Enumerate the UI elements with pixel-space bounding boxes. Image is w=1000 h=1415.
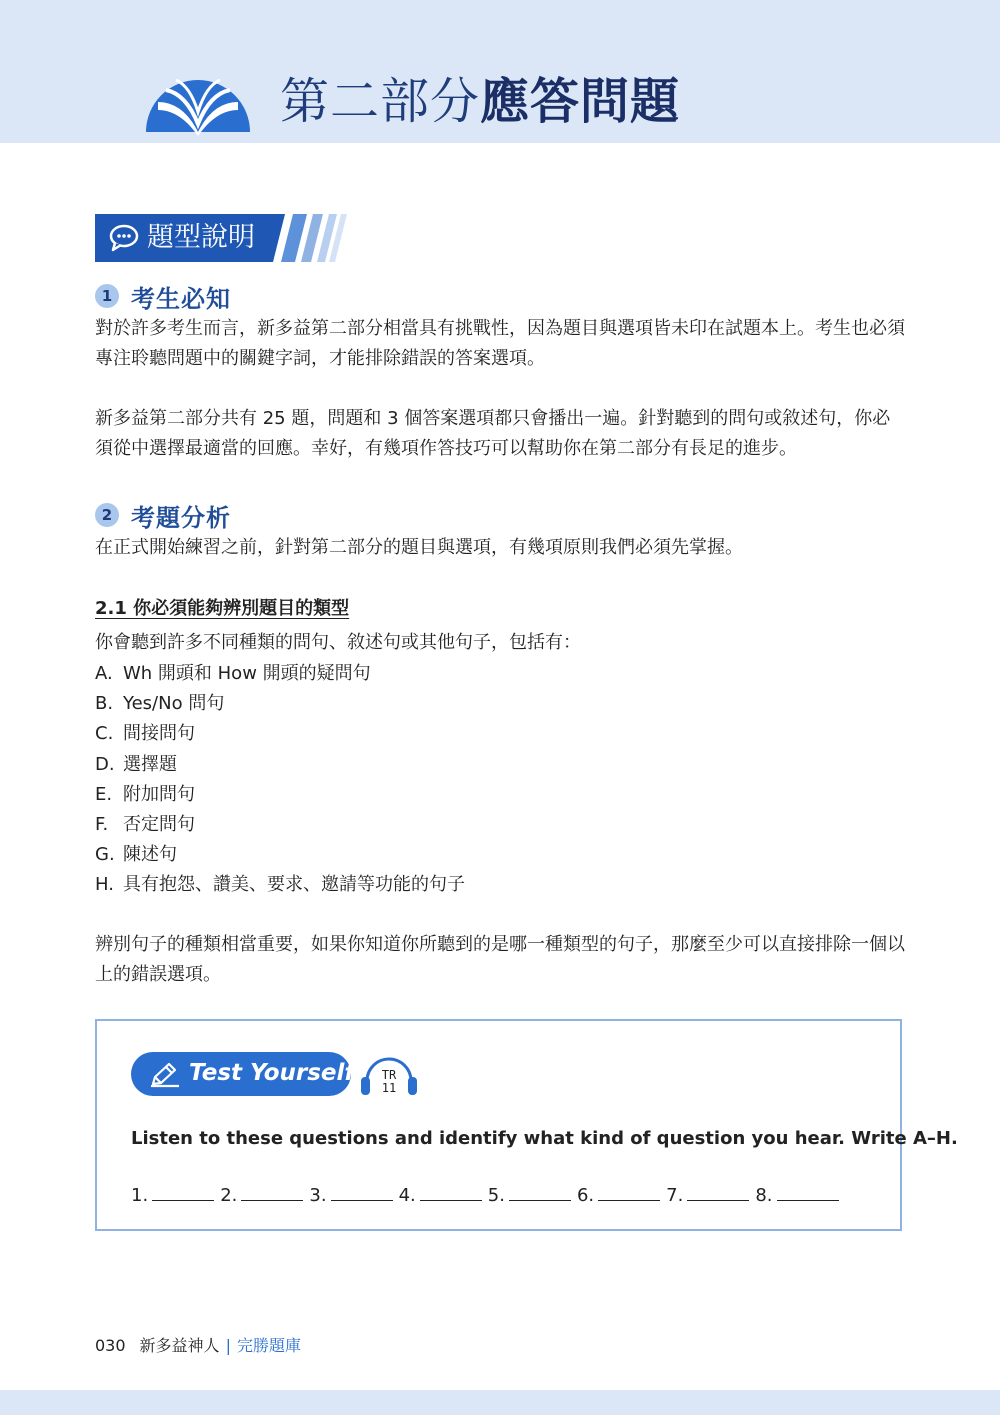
answer-number: 1. [131,1185,149,1206]
series-title: 完勝題庫 [236,1336,301,1355]
number-badge: 2 [95,503,119,527]
page-title [280,70,680,134]
list-item-letter: D. [95,753,115,775]
section-label: 題型說明 [147,222,255,253]
page-number: 030 [95,1336,126,1355]
blank-line [331,1182,393,1201]
answer-number: 6. [576,1185,595,1206]
paragraph: 在正式開始練習之前，針對第二部分的題目與選項，有幾項原則我們必須先掌握。 [95,537,743,558]
list-item-text: 陳述句 [123,844,177,866]
blank-line [687,1182,749,1201]
pencil-icon [149,1062,181,1092]
answer-blank[interactable] [131,1182,214,1206]
list-item [95,659,465,689]
sub-subheading: 2.1 你必須能夠辨別題目的類型 [95,598,350,619]
answer-blank[interactable] [577,1182,660,1206]
list-item-text: Yes/No 問句 [123,693,225,715]
list-item-text: Wh 開頭和 How 開頭的疑問句 [123,663,371,684]
list-item-text: 否定問句 [123,814,195,836]
list-item-letter: C. [95,723,114,745]
list-item-letter: G. [95,844,115,866]
answer-number: 7. [666,1185,684,1206]
list-item-letter: E. [95,783,113,805]
blank-line [509,1182,571,1201]
list-item-text: 間接問句 [123,723,195,745]
list-item-text: 附加問句 [123,783,195,805]
subhead-2 [95,500,231,530]
track-label [370,1069,408,1095]
blank-line [241,1182,303,1201]
paragraph: 辨別句子的種類相當重要，如果你知道你所聽到的是哪一種類型的句子，那麼至少可以直接排除一個以上的錯誤選項。 [95,934,905,985]
answer-blank[interactable] [220,1182,303,1206]
section-banner [95,214,350,262]
list-item [95,719,465,749]
test-yourself-badge [131,1052,355,1096]
test-yourself-label: Test Yourself [189,1060,355,1086]
instruction-text: Listen to these questions and identify what kind of question you hear. Write A–H. [131,1128,958,1149]
answer-number: 2. [220,1185,238,1206]
list-item [95,750,465,780]
track-number: 11 [381,1081,397,1095]
list-item-text: 具有抱怨、讚美、要求、邀請等功能的句子 [123,874,465,896]
track-prefix: TR [381,1068,397,1082]
title-light: 第二部分 [280,73,481,130]
blank-line [420,1182,482,1201]
paragraph: 對於許多考生而言，新多益第二部分相當具有挑戰性，因為題目與選項皆未印在試題本上。考生也必須專注聆聽問題中的關鍵字詞，才能排除錯誤的答案選項。 [95,318,905,369]
answer-blanks [131,1182,845,1206]
blank-line [152,1182,214,1201]
list-item [95,780,465,810]
list-item-letter: B. [95,693,114,715]
subhead-1 [95,281,231,311]
list-item-letter: F. [95,814,109,836]
paragraph: 新多益第二部分共有 25 題，問題和 3 個答案選項都只會播出一遍。針對聽到的問句或敘述句，你必須從中選擇最適當的回應。幸好，有幾項作答技巧可以幫助你在第二部分有長足的進步。 [95,408,891,459]
title-bold: 應答問題 [480,73,681,130]
list-item-text: 選擇題 [123,753,177,775]
answer-blank[interactable] [755,1182,838,1206]
answer-number: 4. [398,1185,416,1206]
list-intro: 你會聽到許多不同種類的問句、敘述句或其他句子，包括有： [95,632,581,653]
list-item [95,810,465,840]
open-book-logo-icon [138,40,258,140]
list-item [95,689,465,719]
answer-blank[interactable] [488,1182,571,1206]
answer-blank[interactable] [399,1182,482,1206]
blank-line [777,1182,839,1201]
page-footer [95,1336,301,1356]
question-type-list [95,659,465,901]
subhead-title: 考題分析 [131,503,231,532]
list-item-letter: A. [95,663,113,684]
book-title: 新多益神人 [139,1336,220,1355]
answer-number: 3. [309,1185,327,1206]
list-item [95,870,465,900]
list-item [95,840,465,870]
list-item-letter: H. [95,874,114,896]
answer-number: 5. [487,1185,505,1206]
subhead-title: 考生必知 [131,284,231,313]
answer-blank[interactable] [309,1182,392,1206]
footer-band [0,1390,1000,1415]
number-badge: 1 [95,284,119,308]
answer-blank[interactable] [666,1182,749,1206]
test-yourself-box [95,1019,958,1231]
answer-number: 8. [755,1185,773,1206]
blank-line [598,1182,660,1201]
footer-separator: | [225,1336,231,1355]
